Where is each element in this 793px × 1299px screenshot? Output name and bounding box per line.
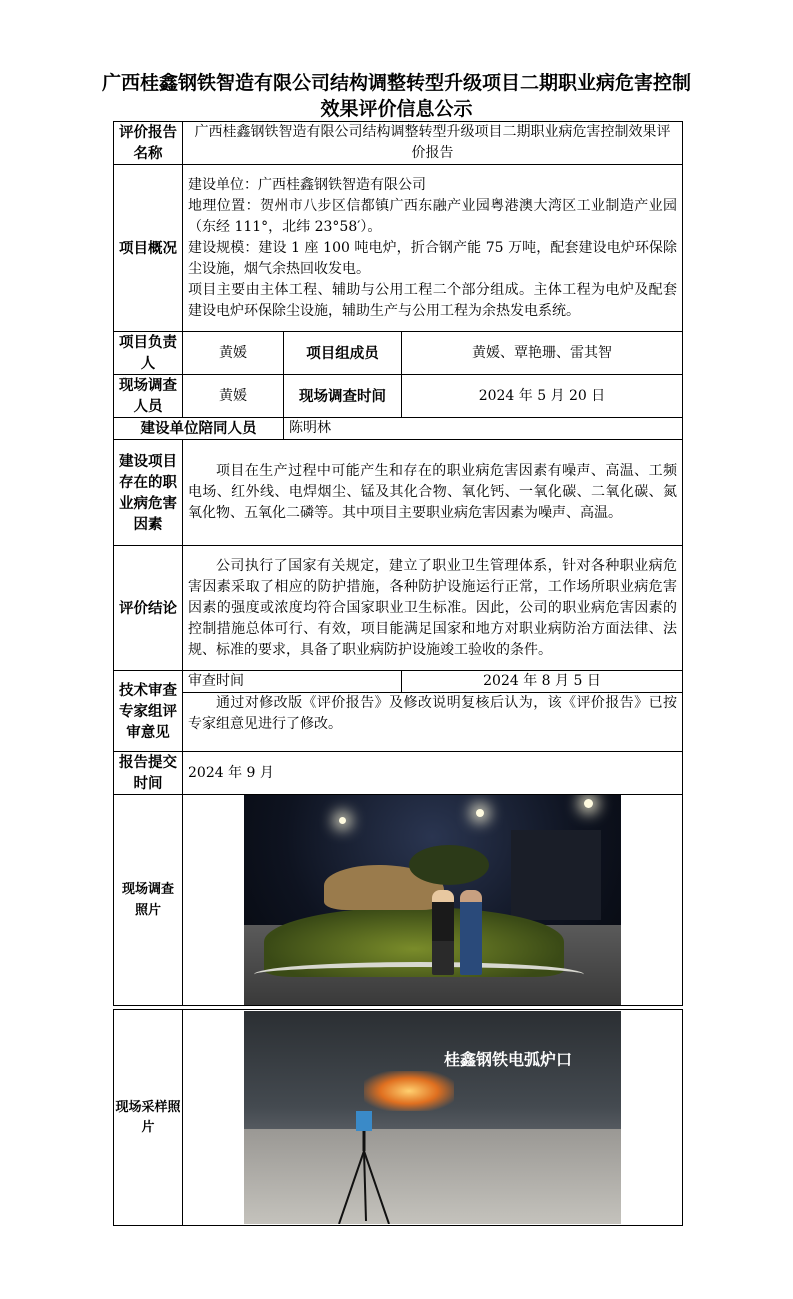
person-figure	[432, 890, 454, 975]
leader-value: 黄媛	[183, 332, 284, 375]
sampling-photo-cell	[183, 1010, 683, 1226]
info-table	[113, 121, 683, 1006]
members-value: 黄媛、覃艳珊、雷其智	[402, 332, 683, 375]
building-shape	[511, 830, 601, 920]
person-figure	[460, 890, 482, 975]
sampling-photo-table	[113, 1009, 683, 1226]
overview-line: 项目主要由主体工程、辅助与公用工程二个部分组成。主体工程为电炉及配套建设电炉环保除尘设施，辅助生产与公用工程为余热发电系统。	[188, 281, 677, 319]
report-name-value: 广西桂鑫钢铁智造有限公司结构调整转型升级项目二期职业病危害控制效果评价报告	[183, 122, 683, 165]
review-time-label: 审查时间	[183, 671, 402, 693]
submit-value: 2024 年 9 月	[183, 752, 683, 795]
overview-content	[183, 165, 683, 332]
submit-label: 报告提交时间	[114, 752, 183, 795]
survey-photo	[244, 795, 621, 1005]
survey-time-value: 2024 年 5 月 20 日	[402, 375, 683, 418]
floor-shape	[244, 1129, 621, 1224]
street-light	[584, 799, 593, 808]
street-light	[339, 817, 346, 824]
report-name-label: 评价报告名称	[114, 122, 183, 165]
review-label: 技术审查专家组评审意见	[114, 671, 183, 752]
street-light	[476, 809, 484, 817]
overview-label: 项目概况	[114, 165, 183, 332]
curb-shape	[254, 962, 584, 987]
survey-photo-label: 现场调查照片	[114, 795, 183, 1006]
escort-value: 陈明林	[284, 418, 683, 440]
overview-line: 建设单位：广西桂鑫钢铁智造有限公司	[188, 176, 426, 193]
leader-label: 项目负责人	[114, 332, 183, 375]
survey-staff-label: 现场调查人员	[114, 375, 183, 418]
overview-line: 建设规模：建设 1 座 100 吨电炉，折合钢产能 75 万吨，配套建设电炉环保除尘设施，烟气余热回收发电。	[188, 239, 677, 277]
survey-time-label: 现场调查时间	[284, 375, 402, 418]
members-label: 项目组成员	[284, 332, 402, 375]
photo-caption: 桂鑫钢铁电弧炉口	[444, 1050, 573, 1069]
overview-line: 地理位置：贺州市八步区信都镇广西东融产业园粤港澳大湾区工业制造产业园（东经 111°，北纬 23°58′）。	[188, 197, 677, 235]
page-title: 广西桂鑫钢铁智造有限公司结构调整转型升级项目二期职业病危害控制效果评价信息公示	[101, 72, 691, 120]
tripod-icon	[334, 1111, 394, 1224]
escort-label: 建设单位陪同人员	[114, 418, 284, 440]
survey-photo-cell	[183, 795, 683, 1006]
review-text: 通过对修改版《评价报告》及修改说明复核后认为，该《评价报告》已按专家组意见进行了修改。	[183, 693, 683, 752]
hazards-label: 建设项目存在的职业病危害因素	[114, 440, 183, 546]
furnace-glow	[364, 1071, 454, 1111]
sampling-photo-label: 现场采样照片	[114, 1010, 183, 1226]
review-time-value: 2024 年 8 月 5 日	[402, 671, 683, 693]
conclusion-text: 公司执行了国家有关规定，建立了职业卫生管理体系，针对各种职业病危害因素采取了相应的防护措施，各种防护设施运行正常，工作场所职业病危害因素的强度或浓度均符合国家职业卫生标准。因此，公司的职业病危害因素的控制措施总体可行、有效，项目能满足国家和地方对职业病防治方面法律、法规、标准的要求，具备了职业病防护设施竣工验收的条件。	[183, 546, 683, 671]
tree-shape	[409, 845, 489, 885]
survey-staff-value: 黄媛	[183, 375, 284, 418]
hazards-text: 项目在生产过程中可能产生和存在的职业病危害因素有噪声、高温、工频电场、红外线、电焊烟尘、锰及其化合物、氧化钙、一氧化碳、二氧化碳、氮氧化物、五氧化二磷等。其中项目主要职业病危害因素为噪声、高温。	[183, 440, 683, 546]
conclusion-label: 评价结论	[114, 546, 183, 671]
sampling-photo	[244, 1011, 621, 1224]
